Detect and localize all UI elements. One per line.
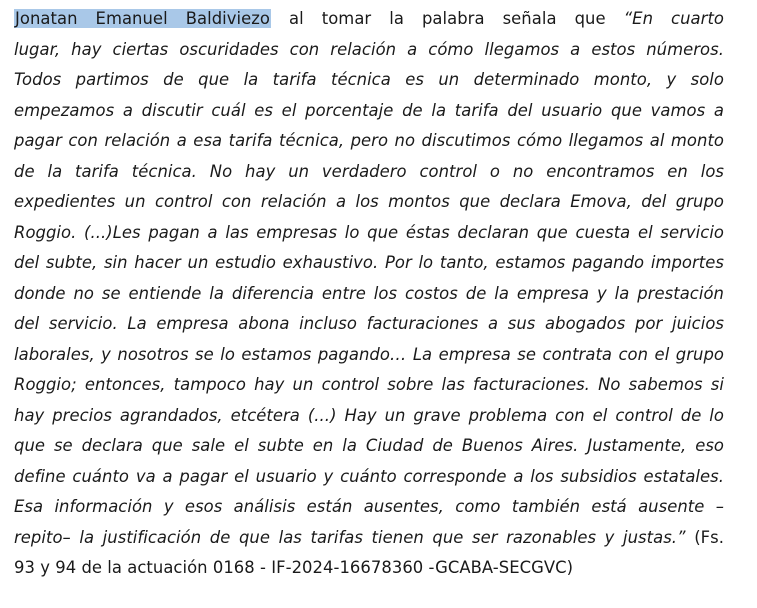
- text-line-8: Roggio. (...)Les pagan a las empresas lo que éstas declaran que cuesta el servicio: [14, 222, 724, 242]
- text-line-5: pagar con relación a esa tarifa técnica, pero no discutimos cómo llegamos al monto: [14, 131, 724, 150]
- quote-segment: repito– la justificación de que las tarifas tienen que ser razonables y justas.”: [14, 527, 686, 547]
- text-line-17: Esa información y esos análisis están ausentes, como también está ausente –: [14, 497, 724, 516]
- text-line-2: lugar, hay ciertas oscuridades con relación a cómo llegamos a estos números.: [14, 39, 724, 59]
- text-line-7: expedientes un control con relación a los montos que declara Emova, del grupo: [14, 192, 724, 211]
- text-line-6: de la tarifa técnica. No hay un verdadero control o no encontramos en los: [14, 161, 724, 181]
- text-line-12: laborales, y nosotros se lo estamos pagando… La empresa se contrata con el grupo: [14, 344, 724, 364]
- text-line-16: define cuánto va a pagar el usuario y cuánto corresponde a los subsidios estatales.: [14, 466, 724, 486]
- text-segment: (Fs.: [685, 527, 724, 547]
- document-page: [14, 4, 724, 584]
- text-line-3: Todos partimos de que la tarifa técnica es un determinado monto, y solo: [14, 70, 724, 89]
- text-line-11: del servicio. La empresa abona incluso facturaciones a sus abogados por juicios: [14, 314, 724, 333]
- text-line-4: empezamos a discutir cuál es el porcentaje de la tarifa del usuario que vamos a: [14, 100, 724, 120]
- text-line-19: 93 y 94 de la actuación 0168 - IF-2024-16678360 -GCABA-SECGVC): [14, 558, 574, 577]
- text-line-10: donde no se entiende la diferencia entre los costos de la empresa y la prestación: [14, 283, 724, 303]
- text-line-13: Roggio; entonces, tampoco hay un control sobre las facturaciones. No sabemos si: [14, 375, 724, 394]
- text-segment: al tomar la palabra señala que: [270, 9, 624, 28]
- speaker-name-highlight[interactable]: Jonatan Emanuel Baldiviezo: [15, 9, 270, 28]
- text-line-18: [14, 523, 724, 554]
- text-line-14: hay precios agrandados, etcétera (...) Hay un grave problema con el control de lo: [14, 405, 724, 425]
- text-line-15: que se declara que sale el subte en la Ciudad de Buenos Aires. Justamente, eso: [14, 436, 724, 455]
- text-line-1: [14, 4, 724, 35]
- text-line-9: del subte, sin hacer un estudio exhaustivo. Por lo tanto, estamos pagando importes: [14, 253, 724, 272]
- quote-segment: “En cuarto: [623, 9, 724, 28]
